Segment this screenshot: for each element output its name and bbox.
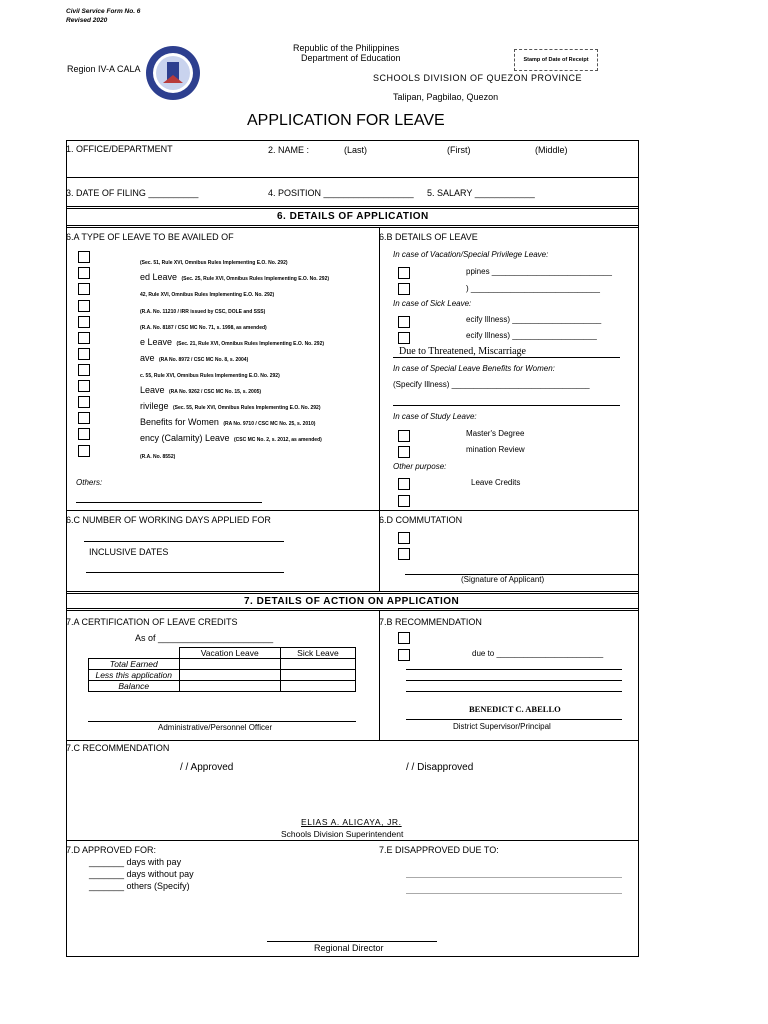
vacation-option-checkbox[interactable] — [398, 283, 410, 295]
vacation-heading: In case of Vacation/Special Privilege Leave: — [393, 250, 549, 259]
study-heading: In case of Study Leave: — [393, 412, 477, 421]
working-days-line[interactable] — [84, 541, 284, 542]
disapproved-option[interactable]: / / Disapproved — [406, 762, 474, 773]
regional-director-label: Regional Director — [314, 943, 384, 953]
first-name-label: (First) — [447, 145, 471, 155]
due-to-field[interactable]: due to ________________________ — [472, 649, 604, 658]
leave-type-checkbox[interactable] — [78, 380, 90, 392]
leave-type-label: ave (RA No. 8972 / CSC MC No. 8, s. 2004) — [140, 353, 249, 363]
leave-type-checkbox[interactable] — [78, 396, 90, 408]
recommender-name: BENEDICT C. ABELLO — [469, 704, 561, 714]
admin-officer-label: Administrative/Personnel Officer — [158, 723, 273, 732]
deped-seal-icon — [145, 45, 201, 101]
leave-type-checkbox[interactable] — [78, 316, 90, 328]
commutation-title: 6.D COMMUTATION — [379, 515, 463, 525]
superintendent-title: Schools Division Superintendent — [281, 829, 404, 839]
date-filing-field[interactable]: 3. DATE OF FILING __________ — [66, 188, 199, 198]
working-days-title: 6.C NUMBER OF WORKING DAYS APPLIED FOR — [66, 515, 271, 525]
others-specify-field[interactable]: _______ others (Specify) — [89, 881, 190, 891]
days-with-pay-field[interactable]: _______ days with pay — [89, 857, 182, 867]
sick-option-label: ecify Illness) ___________________ — [466, 331, 597, 340]
disapproved-line[interactable] — [406, 893, 622, 894]
office-label: 1. OFFICE/DEPARTMENT — [66, 144, 173, 154]
disapproved-due-title: 7.E DISAPPROVED DUE TO: — [379, 845, 499, 855]
vacation-option-label: ppines ___________________________ — [466, 267, 612, 276]
recommendation-title: 7.B RECOMMENDATION — [379, 617, 482, 627]
balance-sick-cell[interactable] — [280, 681, 355, 692]
details-of-leave-title: 6.B DETAILS OF LEAVE — [379, 232, 478, 242]
leave-type-checkbox[interactable] — [78, 364, 90, 376]
leave-type-checkbox[interactable] — [78, 251, 90, 263]
less-application-vacation-cell[interactable] — [179, 670, 280, 681]
section6-title: 6. DETAILS OF APPLICATION — [277, 211, 429, 222]
department-label: Department of Education — [301, 53, 401, 63]
other-purpose-heading: Other purpose: — [393, 462, 447, 471]
leave-type-checkbox[interactable] — [78, 283, 90, 295]
leave-type-label: (R.A. No. 8552) — [140, 454, 176, 460]
balance-vacation-cell[interactable] — [179, 681, 280, 692]
recommendation-line[interactable] — [406, 691, 622, 692]
other-purpose-label: Leave Credits — [471, 478, 521, 487]
as-of-field[interactable]: As of _______________________ — [135, 633, 274, 643]
stamp-box: Stamp of Date of Receipt — [514, 49, 598, 71]
form-number: Civil Service Form No. 6 — [66, 8, 141, 15]
form-revision: Revised 2020 — [66, 17, 108, 24]
republic-label: Republic of the Philippines — [293, 43, 400, 53]
leave-type-label: 42, Rule XVI, Omnibus Rules Implementing E.O. No. 292) — [140, 292, 275, 298]
leave-type-label: e Leave (Sec. 21, Rule XVI, Omnibus Rules Implementing E.O. No. 292) — [140, 337, 325, 347]
recommendation-line[interactable] — [406, 680, 622, 681]
recommendation-checkbox[interactable] — [398, 649, 410, 661]
leave-type-checkbox[interactable] — [78, 445, 90, 457]
commutation-checkbox[interactable] — [398, 548, 410, 560]
inclusive-dates-line[interactable] — [86, 572, 284, 573]
page-title: APPLICATION FOR LEAVE — [247, 112, 445, 129]
leave-type-checkbox[interactable] — [78, 332, 90, 344]
leave-type-label: c. 55, Rule XVI, Omnibus Rules Implementing E.O. No. 292) — [140, 373, 280, 379]
sick-heading: In case of Sick Leave: — [393, 299, 472, 308]
recommender-title: District Supervisor/Principal — [453, 722, 551, 731]
position-field[interactable]: 4. POSITION __________________ — [268, 188, 414, 198]
sick-option-checkbox[interactable] — [398, 332, 410, 344]
women-illness-field[interactable]: (Specify Illness) _______________________________ — [393, 380, 590, 389]
other-purpose-checkbox[interactable] — [398, 495, 410, 507]
leave-type-label: (Sec. 51, Rule XVI, Omnibus Rules Implementing E.O. No. 292) — [140, 260, 288, 266]
vacation-option-label: ) _____________________________ — [466, 284, 600, 293]
leave-type-label: Leave (RA No. 9262 / CSC MC No. 15, s. 2005) — [140, 385, 262, 395]
leave-type-label: rivilege (Sec. 55, Rule XVI, Omnibus Rules Implementing E.O. No. 292) — [140, 401, 321, 411]
vacation-option-checkbox[interactable] — [398, 267, 410, 279]
leave-credits-title: 7.A CERTIFICATION OF LEAVE CREDITS — [66, 617, 238, 627]
disapproved-line[interactable] — [406, 877, 622, 878]
recommendation-checkbox[interactable] — [398, 632, 410, 644]
women-illness-line[interactable] — [393, 405, 620, 406]
total-earned-sick-cell[interactable] — [280, 659, 355, 670]
region-label: Region IV-A CALA — [67, 64, 141, 74]
table-row: Balance — [89, 681, 356, 692]
recommendation-line[interactable] — [406, 669, 622, 670]
approved-option[interactable]: / / Approved — [180, 762, 234, 773]
study-option-label: mination Review — [466, 445, 525, 454]
division-label: SCHOOLS DIVISION OF QUEZON PROVINCE — [373, 73, 583, 83]
leave-type-label: ed Leave (Sec. 25, Rule XVI, Omnibus Rules Implementing E.O. No. 292) — [140, 272, 330, 282]
total-earned-vacation-cell[interactable] — [179, 659, 280, 670]
women-heading: In case of Special Leave Benefits for Women: — [393, 364, 555, 373]
study-option-checkbox[interactable] — [398, 430, 410, 442]
leave-type-checkbox[interactable] — [78, 348, 90, 360]
less-application-sick-cell[interactable] — [280, 670, 355, 681]
sick-leave-header: Sick Leave — [280, 648, 355, 659]
vacation-leave-header: Vacation Leave — [179, 648, 280, 659]
last-name-label: (Last) — [344, 145, 368, 155]
table-row: Less this application — [89, 670, 356, 681]
leave-type-label: ency (Calamity) Leave (CSC MC No. 2, s. 2012, as amended) — [140, 433, 322, 443]
table-row: Total Earned — [89, 659, 356, 670]
leave-type-checkbox[interactable] — [78, 267, 90, 279]
sick-option-label: ecify Illness) ____________________ — [466, 315, 602, 324]
salary-field[interactable]: 5. SALARY ____________ — [427, 188, 535, 198]
commutation-checkbox[interactable] — [398, 532, 410, 544]
leave-type-checkbox[interactable] — [78, 412, 90, 424]
study-option-label: Master's Degree — [466, 429, 525, 438]
name-label: 2. NAME : — [268, 145, 310, 155]
middle-name-label: (Middle) — [535, 145, 568, 155]
other-purpose-checkbox[interactable] — [398, 478, 410, 490]
superintendent-name: ELIAS A. ALICAYA, JR. — [301, 817, 402, 827]
others-label: Others: — [76, 478, 103, 487]
address-label: Talipan, Pagbilao, Quezon — [393, 92, 499, 102]
days-without-pay-field[interactable]: _______ days without pay — [89, 869, 194, 879]
sick-option-checkbox[interactable] — [398, 316, 410, 328]
leave-type-checkbox[interactable] — [78, 300, 90, 312]
leave-type-label: (R.A. No. 8187 / CSC MC No. 71, s. 1998, as amended) — [140, 325, 267, 331]
leave-credits-table — [88, 647, 356, 692]
inclusive-dates-label: INCLUSIVE DATES — [89, 547, 169, 557]
type-of-leave-title: 6.A TYPE OF LEAVE TO BE AVAILED OF — [66, 232, 234, 242]
recommendation-c-title: 7.C RECOMMENDATION — [66, 743, 170, 753]
leave-type-checkbox[interactable] — [78, 428, 90, 440]
study-option-checkbox[interactable] — [398, 446, 410, 458]
others-line[interactable] — [76, 502, 262, 503]
section7-title: 7. DETAILS OF ACTION ON APPLICATION — [244, 596, 460, 607]
leave-type-label: Benefits for Women (RA No. 9710 / CSC MC No. 25, s. 2010) — [140, 417, 316, 427]
leave-type-label: (R.A. No. 11210 / IRR issued by CSC, DOLE and SSS) — [140, 309, 266, 315]
sick-illness-value[interactable]: Due to Threatened, Miscarriage — [399, 346, 526, 357]
approved-for-title: 7.D APPROVED FOR: — [66, 845, 157, 855]
signature-label: (Signature of Applicant) — [461, 575, 545, 584]
